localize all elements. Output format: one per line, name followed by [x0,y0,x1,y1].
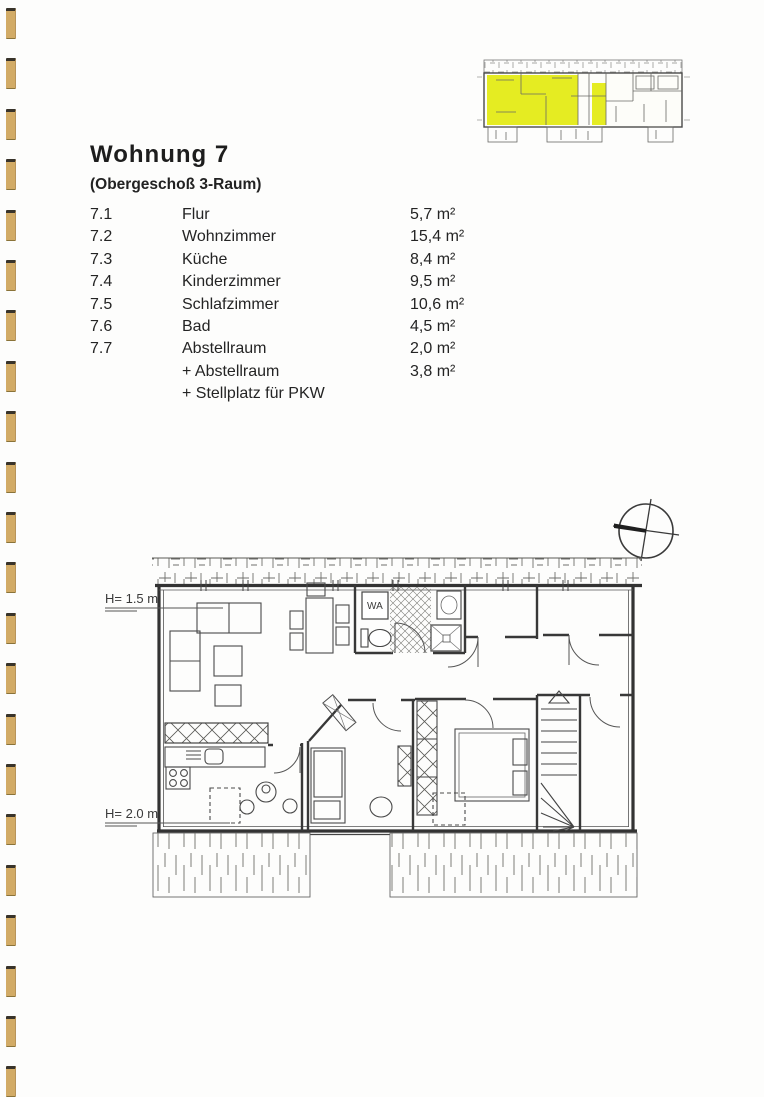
binding-hole [6,159,16,190]
page-title: Wohnung 7 [90,141,230,168]
room-row [90,228,464,250]
thumb-lower-stubs [488,127,673,142]
room-area: 4,5 m² [410,317,456,335]
room-name: Flur [182,206,210,223]
bedroom-furniture [417,701,529,825]
binding-hole [6,814,16,845]
binding-hole [6,613,16,644]
room-area: 15,4 m² [410,228,465,246]
height-label-upper: H= 1.5 m [105,591,159,606]
binding-hole [6,663,16,694]
room-number: 7.7 [90,340,113,358]
thumb-highlight-strip [592,83,606,125]
room-number: 7.6 [90,317,113,335]
washer-label: WA [367,601,383,612]
room-number: 7.4 [90,273,113,291]
binding-hole [6,764,16,795]
room-name: Schlafzimmer [182,295,279,313]
binding-hole [6,512,16,543]
room-row [90,273,464,295]
binding-hole [6,361,16,392]
room-number: 7.1 [90,206,113,223]
binding-hole [6,966,16,997]
height-label-lower: H= 2.0 m [105,806,159,821]
room-row [90,206,464,228]
binding-hole [6,714,16,745]
binding-hole [6,310,16,341]
thumbnail-drawing [476,56,698,148]
room-name: Abstellraum [182,340,267,358]
thumb-roof-band [484,60,682,73]
room-divider-counter [165,723,268,743]
room-number: 7.2 [90,228,113,246]
bathroom-fixtures [361,587,461,653]
interior-walls [268,585,633,831]
room-name: Kinderzimmer [182,273,281,291]
height-labels [105,591,230,826]
room-name: Wohnzimmer [182,228,276,246]
stairs-up-arrow [549,691,569,703]
binding-hole [6,260,16,291]
childroom-furniture [311,746,411,823]
binding-hole [6,865,16,896]
room-row [90,251,464,273]
floorplan-svg [93,543,677,945]
staircase [541,691,577,831]
overview-floorplan-thumbnail [476,56,698,148]
binding-hole [6,411,16,442]
room-area: 8,4 m² [410,250,456,268]
room-row [90,318,464,340]
room-area: 5,7 m² [410,206,456,223]
room-name: Bad [182,317,211,335]
room-row [90,363,464,385]
binding-hole [6,1066,16,1097]
room-row [90,340,464,362]
page-subtitle: (Obergeschoß 3-Raum) [90,176,262,193]
room-name: + Abstellraum [182,362,280,380]
thumb-highlight-main [487,75,578,125]
room-number: 7.3 [90,250,113,268]
room-number: 7.5 [90,295,113,313]
binding-hole [6,210,16,241]
header [90,141,261,194]
roof-slope-areas [153,833,637,897]
room-area: 3,8 m² [410,362,456,380]
binding-hole [6,562,16,593]
room-name: Küche [182,250,228,268]
binding-hole [6,109,16,140]
binding-hole [6,58,16,89]
binding-hole [6,462,16,493]
room-name: + Stellplatz für PKW [182,385,325,403]
livingroom-furniture [170,583,349,706]
floorplan-drawing [93,543,677,945]
room-area: 10,6 m² [410,295,465,313]
room-area: 2,0 m² [410,340,456,358]
room-list [90,206,464,408]
binding-hole [6,1016,16,1047]
kitchen-fixtures [165,747,297,823]
toilet [369,630,391,647]
binding-hole [6,915,16,946]
room-row [90,296,464,318]
room-row [90,385,464,407]
room-area: 9,5 m² [410,273,456,291]
binding-hole [6,8,16,39]
